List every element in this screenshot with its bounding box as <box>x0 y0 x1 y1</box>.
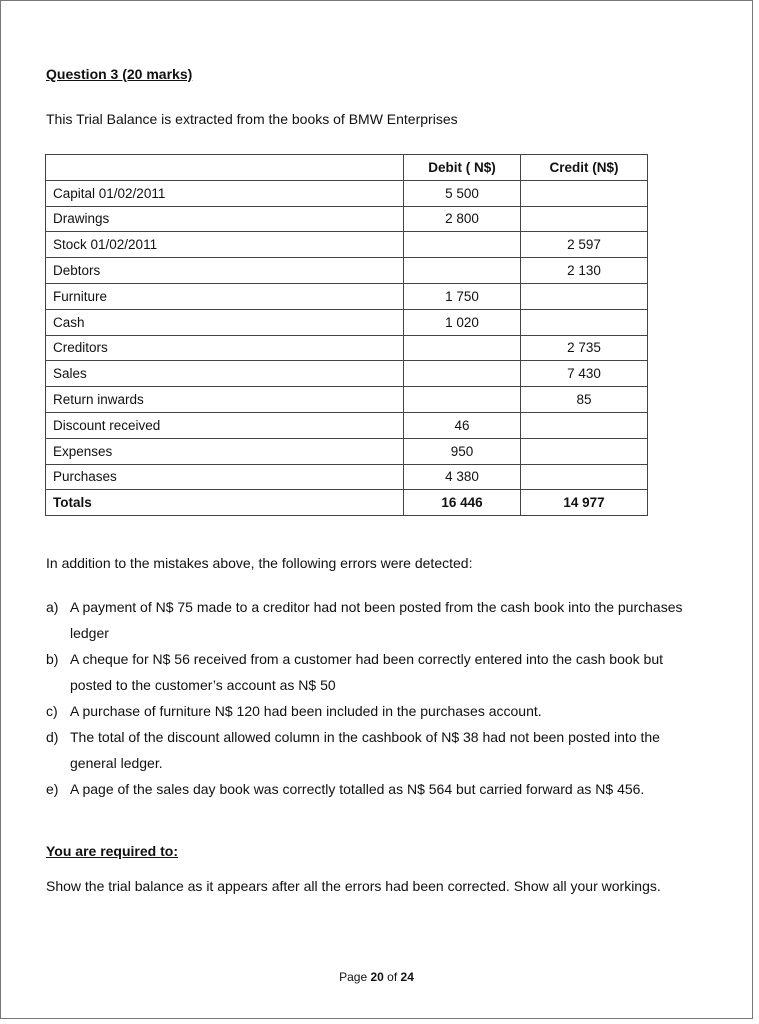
error-text: The total of the discount allowed column in the cashbook of N$ 38 had not been posted into the general ledger. <box>70 729 660 771</box>
page-footer <box>0 970 753 984</box>
error-marker: d) <box>46 729 59 745</box>
required-heading: You are required to: <box>46 843 178 859</box>
row-label: Stock 01/02/2011 <box>46 232 404 258</box>
table-row <box>46 206 648 232</box>
row-debit: 4 380 <box>404 464 521 490</box>
error-item <box>46 698 706 724</box>
row-credit <box>521 309 648 335</box>
row-label: Discount received <box>46 412 404 438</box>
instruction-text: Show the trial balance as it appears after all the errors had been corrected. Show all your workings. <box>46 878 661 894</box>
row-label: Furniture <box>46 283 404 309</box>
table-row <box>46 258 648 284</box>
error-text: A cheque for N$ 56 received from a customer had been correctly entered into the cash book but posted to the customer’s account as N$ 50 <box>70 651 664 693</box>
header-description <box>46 155 404 181</box>
row-credit <box>521 180 648 206</box>
error-marker: e) <box>46 781 59 797</box>
row-label: Drawings <box>46 206 404 232</box>
row-credit <box>521 206 648 232</box>
row-debit <box>404 232 521 258</box>
row-credit: 85 <box>521 387 648 413</box>
row-label: Cash <box>46 309 404 335</box>
footer-page-number: 20 <box>370 970 384 984</box>
error-item <box>46 594 706 646</box>
error-marker: a) <box>46 599 59 615</box>
row-debit: 2 800 <box>404 206 521 232</box>
error-item <box>46 646 706 698</box>
table-row <box>46 361 648 387</box>
table-row <box>46 387 648 413</box>
table-row <box>46 232 648 258</box>
error-marker: c) <box>46 703 58 719</box>
table-row <box>46 335 648 361</box>
row-debit <box>404 258 521 284</box>
footer-total-pages: 24 <box>400 970 414 984</box>
row-label: Return inwards <box>46 387 404 413</box>
table-row <box>46 412 648 438</box>
error-marker: b) <box>46 651 59 667</box>
row-credit <box>521 464 648 490</box>
table-row <box>46 283 648 309</box>
header-debit: Debit ( N$) <box>404 155 521 181</box>
row-label: Sales <box>46 361 404 387</box>
row-debit: 46 <box>404 412 521 438</box>
row-debit: 5 500 <box>404 180 521 206</box>
question-title: Question 3 (20 marks) <box>46 66 193 82</box>
row-debit <box>404 361 521 387</box>
row-credit <box>521 438 648 464</box>
error-text: A purchase of furniture N$ 120 had been included in the purchases account. <box>70 703 542 719</box>
row-debit <box>404 335 521 361</box>
intro-text: This Trial Balance is extracted from the books of BMW Enterprises <box>46 111 458 127</box>
error-item <box>46 776 706 802</box>
row-credit: 2 735 <box>521 335 648 361</box>
totals-row <box>46 490 648 516</box>
table-row <box>46 309 648 335</box>
row-credit <box>521 412 648 438</box>
table-row <box>46 180 648 206</box>
row-label: Expenses <box>46 438 404 464</box>
header-credit: Credit (N$) <box>521 155 648 181</box>
table-body <box>46 180 648 490</box>
row-debit: 950 <box>404 438 521 464</box>
table-row <box>46 464 648 490</box>
totals-debit: 16 446 <box>404 490 521 516</box>
row-label: Purchases <box>46 464 404 490</box>
trial-balance-table <box>45 154 648 516</box>
addition-text: In addition to the mistakes above, the following errors were detected: <box>46 555 473 571</box>
row-credit: 7 430 <box>521 361 648 387</box>
row-label: Debtors <box>46 258 404 284</box>
error-text: A page of the sales day book was correctly totalled as N$ 564 but carried forward as N$ 456. <box>70 781 645 797</box>
row-debit: 1 750 <box>404 283 521 309</box>
row-label: Creditors <box>46 335 404 361</box>
table-header-row <box>46 155 648 181</box>
row-credit <box>521 283 648 309</box>
footer-of: of <box>387 970 398 984</box>
table-row <box>46 438 648 464</box>
row-label: Capital 01/02/2011 <box>46 180 404 206</box>
errors-list <box>46 594 706 802</box>
error-item <box>46 724 706 776</box>
footer-prefix: Page <box>339 970 368 984</box>
totals-credit: 14 977 <box>521 490 648 516</box>
row-debit: 1 020 <box>404 309 521 335</box>
totals-label: Totals <box>46 490 404 516</box>
row-debit <box>404 387 521 413</box>
error-text: A payment of N$ 75 made to a creditor had not been posted from the cash book into the purchases ledger <box>70 599 683 641</box>
row-credit: 2 597 <box>521 232 648 258</box>
row-credit: 2 130 <box>521 258 648 284</box>
